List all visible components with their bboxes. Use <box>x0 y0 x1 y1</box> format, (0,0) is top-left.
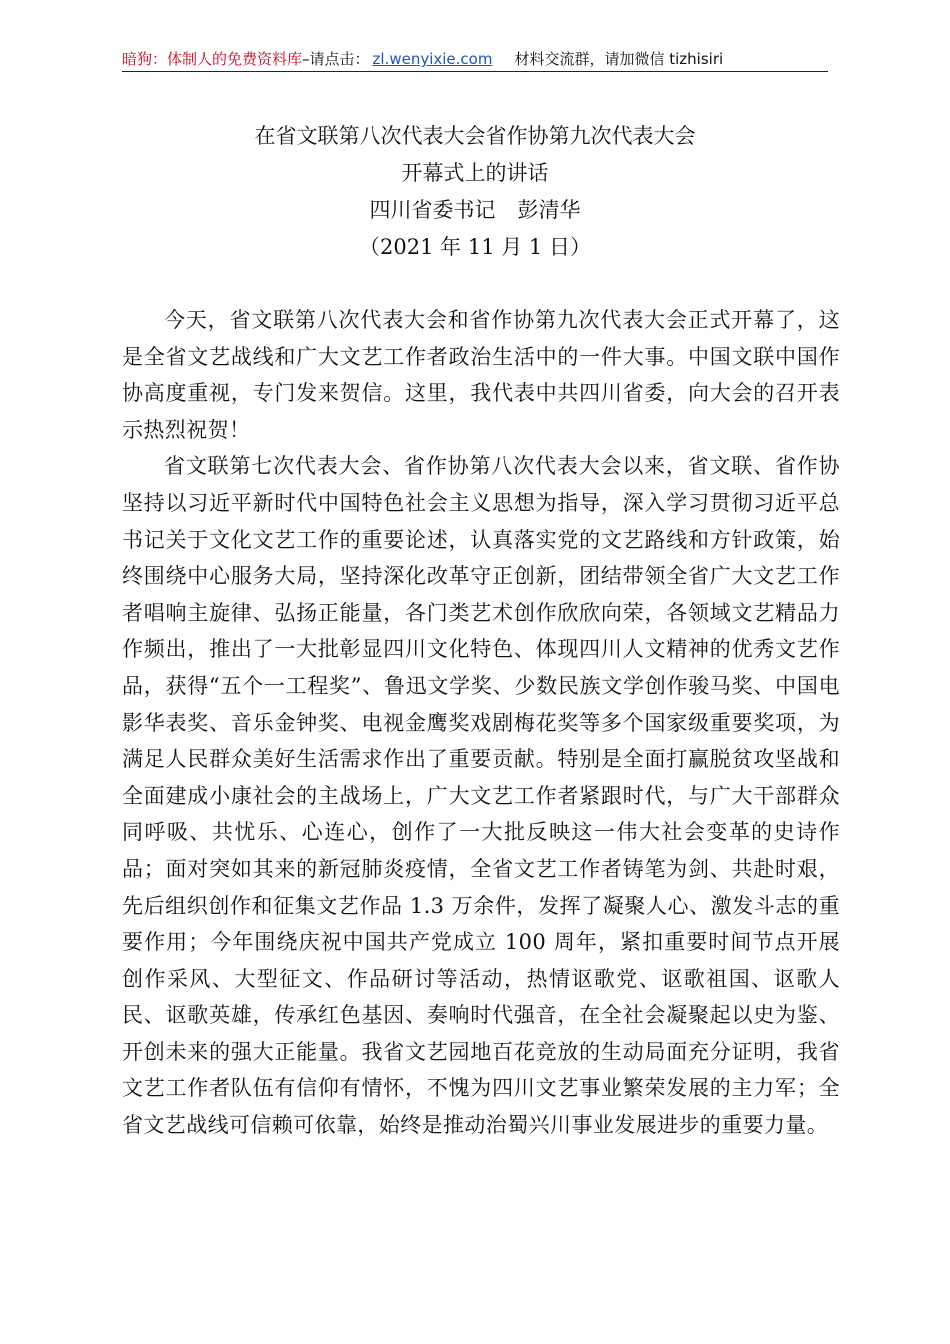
speaker-name: 彭清华 <box>517 198 581 222</box>
speech-title-line-1: 在省文联第八次代表大会省作协第九次代表大会 <box>254 124 696 148</box>
paragraph: 省文联第七次代表大会、省作协第八次代表大会以来，省文联、省作协坚持以习近平新时代中国特色社会主义思想为指导，深入学习贯彻习近平总书记关于文化文艺工作的重要论述，认真落实党的文艺路线和方针政策，始终围绕中心服务大局，坚持深化改革守正创新，团结带领全省广大文艺工作者唱响主旋律、弘扬正能量，各门类艺术创作欣欣向荣，各领域文艺精品力作频出，推出了一大批彰显四川文化特色、体现四川人文精神的优秀文艺作品，获得“五个一工程奖”、鲁迅文学奖、少数民族文学创作骏马奖、中国电影华表奖、音乐金钟奖、电视金鹰奖戏剧梅花奖等多个国家级重要奖项，为满足人民群众美好生活需求作出了重要贡献。特别是全面打赢脱贫攻坚战和全面建成小康社会的主战场上，广大文艺工作者紧跟时代，与广大干部群众同呼吸、共忧乐、心连心，创作了一大批反映这一伟大社会变革的史诗作品；面对突如其来的新冠肺炎疫情，全省文艺工作者铸笔为剑、共赴时艰，先后组织创作和征集文艺作品 1.3 万余件，发挥了凝聚人心、激发斗志的重要作用；今年围绕庆祝中国共产党成立 100 周年，紧扣重要时间节点开展创作采风、大型征文、作品研讨等活动，热情讴歌党、讴歌祖国、讴歌人民、讴歌英雄，传承红色基因、奏响时代强音，在全社会凝聚起以史为鉴、开创未来的强大正能量。我省文艺园地百花竞放的生动局面充分证明，我省文艺工作者队伍有信仰有情怀，不愧为四川文艺事业繁荣发展的主力军；全省文艺战线可信赖可依靠，始终是推动治蜀兴川事业发展进步的重要力量。 <box>122 454 840 1138</box>
speech-title-block <box>0 118 950 266</box>
page-header <box>122 46 828 72</box>
speech-date: （2021 年 11 月 1 日） <box>359 235 591 259</box>
speech-body <box>122 302 840 1144</box>
header-contact: 材料交流群，请加微信 tizhisiri <box>514 50 724 68</box>
speech-title-line-2: 开幕式上的讲话 <box>401 161 549 185</box>
header-prompt: –请点击： <box>302 50 370 68</box>
header-brand[interactable]: 暗狗：体制人的免费资料库 <box>122 50 303 68</box>
header-link[interactable]: zl.wenyixie.com <box>372 50 493 68</box>
speaker-role: 四川省委书记 <box>369 198 496 222</box>
header-divider <box>122 71 828 72</box>
speaker-line <box>0 192 950 229</box>
paragraph: 今天，省文联第八次代表大会和省作协第九次代表大会正式开幕了，这是全省文艺战线和广大文艺工作者政治生活中的一件大事。中国文联中国作协高度重视，专门发来贺信。这里，我代表中共四川省委，向大会的召开表示热烈祝贺！ <box>122 308 840 442</box>
